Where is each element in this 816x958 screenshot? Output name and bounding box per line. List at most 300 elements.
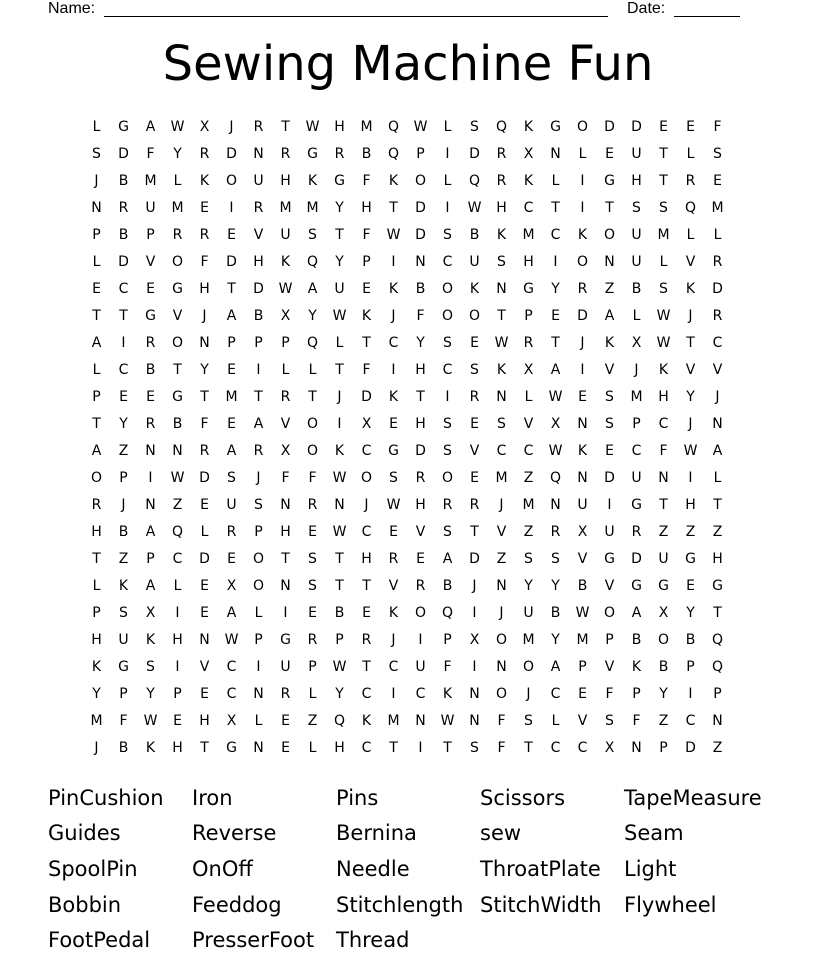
grid-letter: K — [523, 118, 534, 135]
grid-letter: V — [388, 577, 399, 594]
grid-letter: Y — [686, 388, 695, 405]
grid-letter: E — [416, 550, 425, 567]
grid-letter: H — [334, 739, 345, 756]
grid-letter: S — [551, 550, 560, 567]
grid-letter: W — [143, 712, 158, 729]
grid-letter: T — [281, 550, 290, 567]
grid-row — [83, 599, 733, 626]
grid-letter: N — [280, 577, 291, 594]
grid-letter: Y — [416, 334, 425, 351]
name-blank-line — [104, 16, 608, 17]
grid-letter: I — [688, 469, 693, 486]
grid-letter: O — [441, 307, 454, 324]
grid-letter: C — [361, 442, 372, 459]
grid-letter: A — [145, 577, 156, 594]
grid-letter: O — [441, 280, 454, 297]
grid-letter: L — [713, 226, 722, 243]
grid-letter: G — [523, 280, 534, 297]
grid-letter: A — [91, 334, 102, 351]
grid-letter: V — [577, 712, 588, 729]
grid-letter: F — [362, 172, 371, 189]
grid-letter: R — [280, 145, 291, 162]
grid-letter: B — [118, 172, 129, 189]
grid-letter: O — [414, 172, 427, 189]
grid-letter: E — [470, 469, 479, 486]
grid-letter: B — [118, 226, 129, 243]
grid-letter: C — [442, 361, 453, 378]
grid-letter: T — [551, 334, 560, 351]
grid-letter: W — [332, 523, 347, 540]
grid-letter: V — [253, 226, 264, 243]
grid-letter: I — [391, 253, 396, 270]
grid-letter: C — [712, 334, 723, 351]
grid-letter: X — [361, 415, 372, 432]
grid-letter: R — [280, 388, 291, 405]
grid-letter: M — [279, 199, 292, 216]
grid-letter: S — [524, 712, 533, 729]
grid-letter: M — [387, 712, 400, 729]
grid-letter: B — [631, 631, 642, 648]
grid-letter: N — [577, 415, 588, 432]
grid-letter: S — [443, 334, 452, 351]
word-bank-item: Guides — [48, 821, 121, 846]
grid-letter: H — [658, 388, 669, 405]
grid-letter: H — [199, 280, 210, 297]
grid-letter: I — [418, 739, 423, 756]
grid-letter: H — [415, 361, 426, 378]
grid-letter: T — [92, 550, 101, 567]
grid-letter: W — [413, 118, 428, 135]
grid-letter: R — [712, 253, 723, 270]
grid-letter: R — [226, 523, 237, 540]
grid-letter: Q — [333, 712, 346, 729]
grid-letter: H — [91, 631, 102, 648]
grid-letter: V — [496, 523, 507, 540]
grid-letter: O — [225, 172, 238, 189]
grid-letter: T — [605, 199, 614, 216]
grid-letter: L — [92, 253, 101, 270]
grid-letter: L — [659, 253, 668, 270]
grid-letter: U — [631, 145, 642, 162]
grid-letter: W — [224, 631, 239, 648]
word-bank-item: SpoolPin — [48, 856, 138, 881]
grid-letter: Y — [92, 685, 101, 702]
grid-letter: R — [307, 631, 318, 648]
grid-letter: U — [415, 658, 426, 675]
grid-letter: M — [522, 226, 535, 243]
grid-letter: Q — [441, 604, 454, 621]
grid-letter: G — [118, 118, 129, 135]
grid-row — [83, 734, 733, 761]
grid-letter: E — [227, 550, 236, 567]
grid-letter: O — [522, 658, 535, 675]
grid-letter: T — [254, 388, 263, 405]
grid-letter: S — [497, 415, 506, 432]
grid-letter: I — [283, 604, 288, 621]
grid-letter: P — [416, 145, 425, 162]
grid-letter: E — [227, 361, 236, 378]
grid-letter: O — [360, 469, 373, 486]
grid-letter: M — [630, 388, 643, 405]
grid-letter: S — [605, 388, 614, 405]
grid-letter: D — [199, 550, 210, 567]
grid-letter: S — [119, 604, 128, 621]
grid-letter: L — [551, 172, 560, 189]
grid-letter: G — [226, 739, 237, 756]
grid-letter: K — [334, 442, 345, 459]
grid-letter: X — [604, 739, 615, 756]
grid-letter: F — [416, 307, 425, 324]
grid-letter: E — [200, 604, 209, 621]
grid-letter: F — [713, 118, 722, 135]
grid-letter: Q — [171, 523, 184, 540]
word-bank-row — [48, 887, 808, 923]
grid-letter: D — [712, 280, 723, 297]
grid-letter: T — [470, 523, 479, 540]
grid-letter: S — [713, 145, 722, 162]
grid-letter: F — [119, 712, 128, 729]
grid-letter: T — [362, 334, 371, 351]
grid-letter: S — [443, 523, 452, 540]
grid-letter: R — [145, 415, 156, 432]
grid-letter: C — [118, 280, 129, 297]
grid-letter: T — [524, 739, 533, 756]
grid-letter: S — [659, 280, 668, 297]
grid-letter: D — [415, 199, 426, 216]
grid-letter: E — [200, 496, 209, 513]
grid-letter: O — [90, 469, 103, 486]
grid-letter: J — [121, 496, 126, 513]
grid-letter: U — [631, 253, 642, 270]
grid-letter: T — [659, 496, 668, 513]
grid-letter: I — [229, 199, 234, 216]
grid-letter: R — [361, 631, 372, 648]
grid-letter: T — [659, 145, 668, 162]
grid-letter: O — [495, 685, 508, 702]
grid-letter: O — [603, 604, 616, 621]
grid-letter: E — [686, 577, 695, 594]
grid-letter: G — [172, 280, 183, 297]
grid-letter: K — [604, 334, 615, 351]
grid-letter: M — [657, 226, 670, 243]
grid-row — [83, 221, 733, 248]
grid-letter: B — [361, 145, 372, 162]
grid-letter: B — [631, 280, 642, 297]
grid-letter: W — [332, 469, 347, 486]
grid-letter: O — [252, 550, 265, 567]
grid-letter: I — [121, 334, 126, 351]
grid-letter: N — [253, 145, 264, 162]
grid-letter: H — [253, 253, 264, 270]
grid-letter: J — [391, 631, 396, 648]
grid-letter: T — [659, 172, 668, 189]
grid-letter: T — [713, 496, 722, 513]
grid-letter: J — [580, 334, 585, 351]
grid-letter: C — [550, 685, 561, 702]
grid-letter: E — [200, 199, 209, 216]
grid-letter: V — [469, 442, 480, 459]
grid-row — [83, 113, 733, 140]
grid-letter: D — [577, 307, 588, 324]
grid-letter: J — [94, 739, 99, 756]
grid-row — [83, 545, 733, 572]
grid-letter: D — [604, 118, 615, 135]
grid-letter: G — [604, 550, 615, 567]
grid-letter: C — [577, 739, 588, 756]
grid-letter: S — [632, 199, 641, 216]
grid-letter: D — [631, 118, 642, 135]
grid-letter: X — [469, 631, 480, 648]
grid-row — [83, 464, 733, 491]
grid-letter: A — [145, 523, 156, 540]
grid-letter: J — [634, 361, 639, 378]
grid-letter: K — [577, 442, 588, 459]
word-bank-item: PresserFoot — [192, 928, 315, 953]
grid-letter: O — [657, 631, 670, 648]
grid-letter: R — [253, 442, 264, 459]
grid-letter: I — [391, 361, 396, 378]
grid-letter: H — [280, 172, 291, 189]
grid-letter: I — [580, 172, 585, 189]
grid-letter: T — [335, 550, 344, 567]
grid-letter: E — [578, 685, 587, 702]
grid-letter: B — [334, 604, 345, 621]
grid-letter: K — [91, 658, 102, 675]
grid-letter: Q — [306, 253, 319, 270]
grid-letter: C — [415, 685, 426, 702]
grid-row — [83, 491, 733, 518]
grid-letter: G — [334, 172, 345, 189]
grid-letter: W — [278, 280, 293, 297]
grid-letter: D — [226, 145, 237, 162]
grid-letter: L — [335, 334, 344, 351]
grid-letter: C — [685, 712, 696, 729]
grid-letter: Y — [173, 145, 182, 162]
grid-letter: D — [118, 145, 129, 162]
grid-letter: O — [171, 334, 184, 351]
grid-letter: E — [227, 226, 236, 243]
grid-letter: J — [256, 469, 261, 486]
grid-letter: R — [199, 442, 210, 459]
grid-letter: L — [173, 172, 182, 189]
grid-letter: Z — [496, 550, 507, 567]
word-bank-item: Scissors — [480, 785, 566, 810]
grid-letter: E — [281, 739, 290, 756]
grid-letter: C — [523, 442, 534, 459]
grid-row — [83, 167, 733, 194]
grid-letter: V — [199, 658, 210, 675]
grid-letter: G — [658, 577, 669, 594]
grid-letter: Z — [712, 739, 723, 756]
grid-letter: P — [686, 658, 695, 675]
grid-letter: E — [713, 172, 722, 189]
grid-letter: H — [685, 496, 696, 513]
grid-letter: R — [307, 496, 318, 513]
grid-letter: I — [175, 658, 180, 675]
grid-letter: O — [306, 415, 319, 432]
word-bank-row — [48, 816, 808, 852]
grid-letter: K — [388, 280, 399, 297]
grid-row — [83, 356, 733, 383]
grid-letter: T — [200, 739, 209, 756]
grid-row — [83, 707, 733, 734]
grid-letter: P — [92, 226, 101, 243]
grid-letter: H — [334, 118, 345, 135]
grid-letter: C — [550, 739, 561, 756]
grid-letter: Z — [118, 550, 129, 567]
grid-letter: R — [712, 307, 723, 324]
grid-letter: C — [361, 523, 372, 540]
grid-letter: D — [361, 388, 372, 405]
grid-letter: T — [173, 361, 182, 378]
grid-letter: S — [659, 199, 668, 216]
worksheet-header — [0, 0, 816, 22]
grid-letter: W — [332, 658, 347, 675]
grid-letter: O — [495, 631, 508, 648]
grid-letter: T — [713, 604, 722, 621]
grid-letter: S — [470, 118, 479, 135]
grid-letter: Z — [658, 712, 669, 729]
grid-letter: G — [172, 388, 183, 405]
grid-letter: K — [658, 361, 669, 378]
grid-letter: J — [499, 496, 504, 513]
grid-letter: N — [91, 199, 102, 216]
grid-letter: I — [580, 199, 585, 216]
grid-letter: N — [631, 739, 642, 756]
grid-letter: U — [118, 631, 129, 648]
grid-letter: J — [364, 496, 369, 513]
grid-letter: B — [550, 604, 561, 621]
grid-letter: P — [173, 685, 182, 702]
grid-letter: L — [308, 685, 317, 702]
grid-letter: P — [254, 334, 263, 351]
grid-letter: R — [469, 388, 480, 405]
grid-letter: I — [175, 604, 180, 621]
grid-letter: S — [524, 550, 533, 567]
grid-letter: I — [445, 199, 450, 216]
grid-letter: A — [226, 307, 237, 324]
grid-letter: Y — [551, 280, 560, 297]
grid-letter: D — [199, 469, 210, 486]
grid-letter: N — [469, 712, 480, 729]
grid-letter: E — [389, 415, 398, 432]
grid-letter: I — [553, 253, 558, 270]
grid-letter: P — [335, 631, 344, 648]
grid-letter: B — [685, 631, 696, 648]
grid-letter: A — [712, 442, 723, 459]
grid-letter: L — [200, 523, 209, 540]
grid-letter: G — [280, 631, 291, 648]
grid-letter: Y — [146, 685, 155, 702]
grid-letter: U — [253, 172, 264, 189]
grid-letter: V — [712, 361, 723, 378]
grid-letter: B — [442, 577, 453, 594]
grid-letter: F — [362, 361, 371, 378]
word-bank-item: StitchWidth — [480, 892, 602, 917]
grid-letter: I — [256, 361, 261, 378]
grid-letter: J — [94, 172, 99, 189]
grid-letter: Y — [686, 604, 695, 621]
grid-letter: P — [119, 685, 128, 702]
grid-letter: D — [469, 145, 480, 162]
word-bank-item: PinCushion — [48, 785, 164, 810]
grid-letter: J — [337, 388, 342, 405]
grid-letter: U — [280, 658, 291, 675]
grid-letter: W — [575, 604, 590, 621]
grid-letter: A — [226, 604, 237, 621]
grid-letter: N — [658, 469, 669, 486]
grid-letter: T — [335, 361, 344, 378]
grid-letter: J — [472, 577, 477, 594]
grid-letter: H — [415, 496, 426, 513]
grid-letter: Q — [711, 658, 724, 675]
grid-letter: H — [631, 172, 642, 189]
grid-letter: N — [199, 334, 210, 351]
grid-letter: R — [523, 334, 534, 351]
grid-letter: S — [308, 226, 317, 243]
grid-letter: C — [172, 550, 183, 567]
date-blank-line — [674, 16, 740, 17]
grid-letter: E — [686, 118, 695, 135]
grid-letter: R — [253, 199, 264, 216]
grid-letter: X — [280, 307, 291, 324]
word-bank-item: TapeMeasure — [624, 785, 762, 810]
grid-letter: W — [386, 226, 401, 243]
grid-letter: K — [199, 172, 210, 189]
word-bank-item: Bobbin — [48, 892, 122, 917]
grid-letter: N — [145, 496, 156, 513]
grid-letter: D — [253, 280, 264, 297]
grid-letter: U — [145, 199, 156, 216]
grid-letter: D — [469, 550, 480, 567]
grid-letter: N — [604, 253, 615, 270]
grid-letter: B — [658, 658, 669, 675]
grid-letter: R — [550, 523, 561, 540]
word-bank-item: Thread — [336, 928, 410, 953]
grid-letter: W — [656, 334, 671, 351]
grid-letter: L — [281, 361, 290, 378]
grid-letter: F — [497, 712, 506, 729]
grid-row — [83, 248, 733, 275]
grid-letter: D — [604, 469, 615, 486]
grid-letter: Q — [468, 172, 481, 189]
grid-letter: E — [281, 712, 290, 729]
grid-letter: U — [469, 253, 480, 270]
grid-letter: C — [388, 334, 399, 351]
grid-letter: M — [306, 199, 319, 216]
grid-letter: N — [469, 685, 480, 702]
grid-letter: N — [496, 658, 507, 675]
grid-letter: Y — [659, 685, 668, 702]
grid-letter: M — [171, 199, 184, 216]
grid-letter: K — [496, 226, 507, 243]
grid-letter: W — [494, 334, 509, 351]
grid-letter: I — [688, 685, 693, 702]
word-bank-item: Seam — [624, 821, 684, 846]
grid-letter: U — [226, 496, 237, 513]
grid-letter: A — [253, 415, 264, 432]
grid-letter: F — [200, 253, 209, 270]
grid-letter: J — [688, 307, 693, 324]
grid-letter: W — [305, 118, 320, 135]
grid-letter: O — [441, 469, 454, 486]
grid-letter: Z — [604, 280, 615, 297]
grid-letter: F — [497, 739, 506, 756]
grid-letter: Y — [524, 577, 533, 594]
grid-letter: K — [361, 307, 372, 324]
grid-row — [83, 518, 733, 545]
grid-letter: Z — [172, 496, 183, 513]
